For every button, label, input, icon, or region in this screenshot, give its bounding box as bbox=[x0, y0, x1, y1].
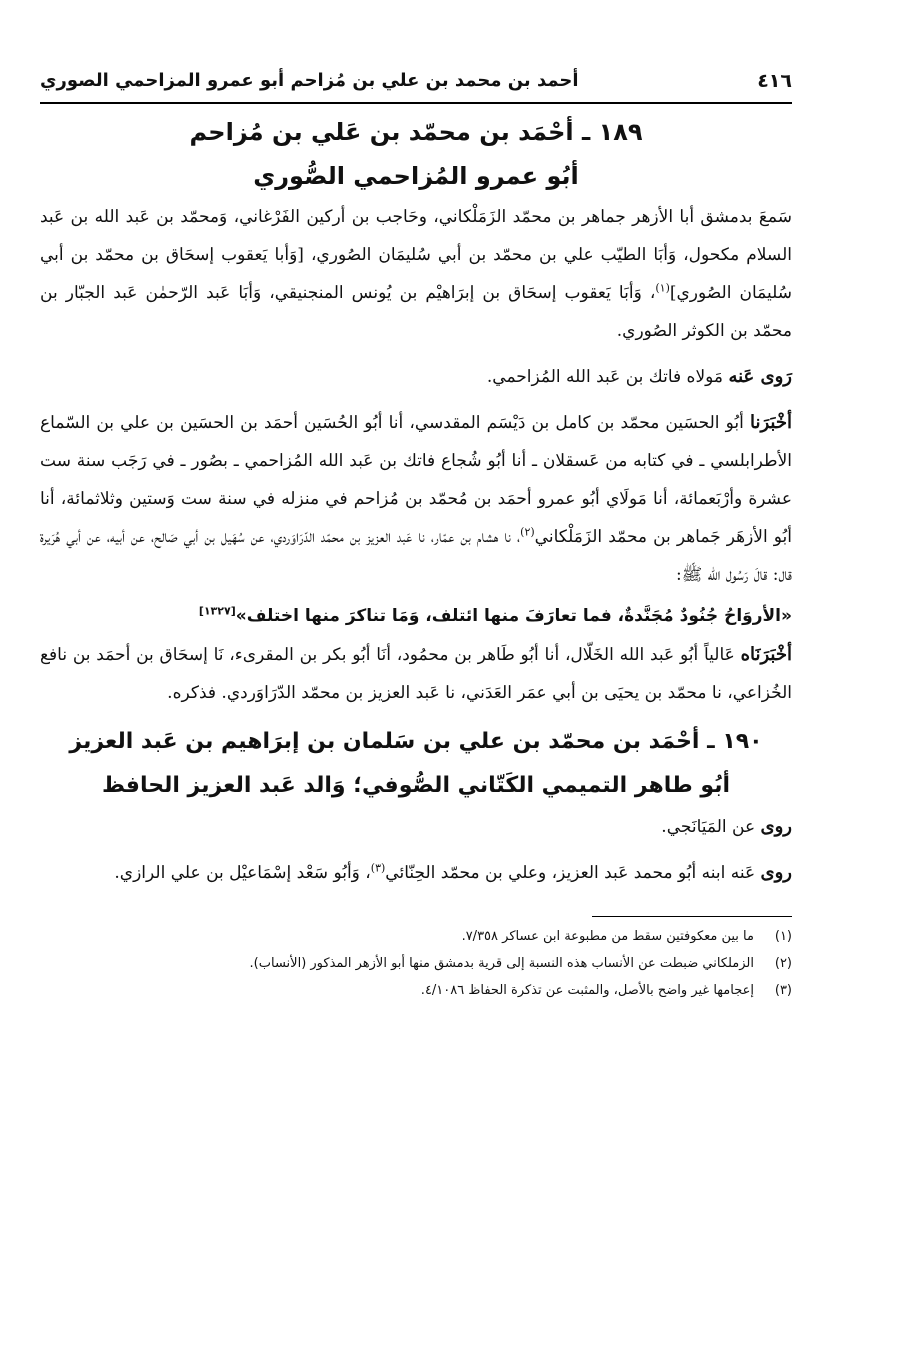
hadith-ref: [١٣٢٧] bbox=[198, 604, 236, 618]
entry-paragraph-narrated: رَوى عَنه مَولاه فاتك بن عَبد الله المُزاحمي. bbox=[486, 366, 792, 387]
entry-paragraph-narrated-from: روى عن المَيَانَجي. bbox=[661, 816, 792, 837]
header-rule bbox=[40, 102, 792, 104]
entry-paragraph-isnad: أخْبَرَنا أبُو الحسَين محمّد بن كامل بن دَيْسَم المقدسي، أنا أبُو الحُسَين أحمَد بن الحسَين بن علي بن السّماع الأطرابلسي ـ في كتابه من عَسقلان ـ أنا أبُو شُجاع فاتك بن عَبد الله المُزاحمي ـ بصُور ـ في رَجَب سنة ست عشرة وأرْبَعمائة، أنا مَولَاي أبُو عمرو أحمَد بن مُحمّد بن مُزاحم في منزله في سنة ست وَستين وثلاثمائة، أنا أبُو الأزهَر جَماهر بن محمّد الزَمَلْكاني$^{(٢)}$، نا هشام بن عمّار، نا عَبد العزيز بن محمّد الدّرَاوَردي، عن سُهَيل بن أبي صَالح، عن أبيه، عن أبي هُرَيرة قال: قالَ رَسُول الله ﷺ: bbox=[40, 412, 792, 585]
hadith-text: «الأروَاحُ جُنُودٌ مُجَنَّدةٌ، فما تعارَفَ منها ائتلف، وَمَا تناكرَ منها اختلف»[١٣٢٧] bbox=[198, 604, 792, 626]
footnote-text: إعجامها غير واضح بالأصل، والمثبت عن تذكرة الحفاظ ٤/١٠٨٦. bbox=[420, 983, 754, 998]
footnote-text: ما بين معكوفتين سقط من مطبوعة ابن عساكر ٧/٣٥٨. bbox=[461, 929, 754, 944]
entry-189 bbox=[40, 110, 792, 712]
page-number: ٤١٦ bbox=[757, 70, 792, 92]
entry-subtitle-line: أبُو عمرو المُزاحمي الصُّوري bbox=[253, 162, 579, 190]
footnote-ref[interactable]: (٢) bbox=[520, 525, 535, 539]
book-page bbox=[40, 60, 792, 1004]
entry-paragraph-heard: سَمعَ بدمشق أبا الأزهر جماهر بن محمّد الزَمَلْكاني، وحَاجب بن أركين الفَرْغاني، وَمحمّد بن عَبد الله بن عَبد السلام مكحول، وَأبَا الطيّب علي بن محمّد بن أبي سُليمَان الصُوري، [وَأبا يَعقوب إسحَاق بن محمّد بن أبي سُليمَان الصُوري]$^{(١)}$، وَأبَا يَعقوب إسحَاق بن إبرَاهيْم بن يُونس المنجنيقي، وَأبَا عَبد الرّحمٰن عَبد الجبّار بن محمّد بن الكوثر الصُوري. bbox=[40, 207, 792, 341]
footnote-text: الزملكاني ضبطت عن الأنساب هذه النسبة إلى قرية بدمشق منها أبو الأزهر المذكور (الأنساب). bbox=[249, 956, 754, 971]
running-head bbox=[40, 60, 792, 102]
running-head-title: أحمد بن محمد بن علي بن مُزاحم أبو عمرو المزاحمي الصوري bbox=[40, 70, 579, 91]
keyword: أخْبَرَنَاه bbox=[740, 644, 792, 665]
footnote-number: (٣) bbox=[774, 983, 792, 998]
footnote-number: (٢) bbox=[774, 956, 792, 971]
entry-title-line: ١٩٠ ـ أحْمَد بن محمّد بن علي بن سَلمان بن إبرَاهيم بن عَبد العزيز bbox=[69, 729, 763, 754]
footnote bbox=[40, 923, 792, 950]
keyword: أخْبَرَنا bbox=[750, 412, 792, 433]
keyword: روى bbox=[760, 816, 792, 837]
keyword: روى bbox=[760, 862, 792, 883]
footnote-ref[interactable]: (٣) bbox=[370, 861, 386, 875]
footnote-rule bbox=[592, 916, 792, 917]
footnote-number: (١) bbox=[774, 929, 792, 944]
keyword: رَوى عَنه bbox=[728, 366, 792, 387]
footnote bbox=[40, 977, 792, 1004]
entry-paragraph-isnad-2: أخْبَرَنَاه عَالياً أبُو عَبد الله الخَلّال، أنا أبُو طَاهر بن محمُود، أنَا أبُو بكر بن المقرىء، نَا إسحَاق بن أحمَد بن نافع الخُزاعي، نا محمّد بن يحيَى بن أبي عمَر العَدَني، نا عَبد العزيز بن محمّد الدّرَاوَردي. فذكره. bbox=[40, 644, 792, 703]
footnote-ref[interactable]: (١) bbox=[655, 281, 670, 295]
footnote bbox=[40, 950, 792, 977]
entry-title-line: ١٨٩ ـ أحْمَد بن محمّد بن عَلي بن مُزاحم bbox=[189, 118, 643, 146]
entry-paragraph-narrated-by: روى عَنه ابنه أبُو محمد عَبد العزيز، وعلي بن محمّد الحِنّائي$^{(٣)}$، وَأبُو سَعْد إسْمَاعيْل بن علي الرازي. bbox=[114, 861, 792, 883]
entry-190 bbox=[40, 720, 792, 892]
entry-subtitle-line: أبُو طاهر التميمي الكَتّاني الصُّوفي؛ وَالد عَبد العزيز الحافظ bbox=[101, 773, 731, 798]
footnotes bbox=[40, 916, 792, 1004]
